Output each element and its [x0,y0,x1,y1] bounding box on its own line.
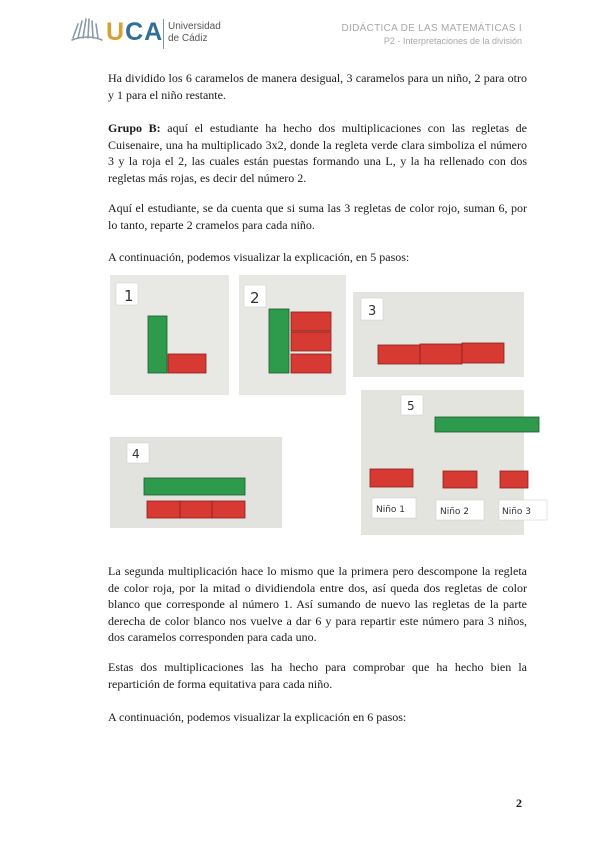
paragraph-6: Estas dos multiplicaciones las ha hecho para comprobar que ha hecho bien la repartición de forma equitativa para cada niño. [108,660,527,691]
paragraph-3: Aquí el estudiante, se da cuenta que si suma las 3 regletas de color rojo, suman 6, por lo tanto, reparte 2 cramelos para cada niño. [108,201,527,232]
logo-divider [163,19,164,49]
logo-u: U [106,18,126,46]
group-b-text: aquí el estudiante ha hecho dos multiplicaciones con las regletas de Cuisenaire, una ha multiplicado 3x2, donde la regleta verde clara simboliza el número 3 y la roja el 2, las cuales están puestas formando una L, y la ha rellenado con dos regletas más rojas, es decir del número 2. [108,121,527,185]
step-2-label: 2 [250,289,260,307]
step-1-label: 1 [124,287,134,305]
university-line-2: de Cádiz [168,33,208,44]
paragraph-1: Ha dividido los 6 caramelos de manera desigual, 3 caramelos para un niño, 2 para otro y 1 para el niño restante. [108,71,527,102]
paragraph-5: La segunda multiplicación hace lo mismo que la primera pero descompone la regleta de color roja, por la mitad o dividiendola entre dos, así queda dos regletas de color blanco que corresponde al número 1. Así sumando de nuevo las regletas de la parte derecha de color blanco nos vuelve a dar 6 y para repartir este número para 3 niños, dos caramelos corresponden para cada uno. [108,564,527,644]
paragraph-group-b [108,120,527,186]
photo-step-5 [361,390,532,535]
uca-emblem-icon [70,16,104,44]
photo-step-1 [110,275,229,395]
course-title: DIDÁCTICA DE LAS MATEMÁTICAS I [341,23,522,34]
university-name [168,21,221,45]
university-line-1: Universidad [168,21,221,32]
step-3-label: 3 [368,304,377,319]
course-subtitle: P2 - Interpretaciones de la división [383,36,522,46]
photo-step-4 [110,437,282,528]
logo-ca: CA [125,18,164,46]
page-header [0,0,600,70]
photo-step-3 [353,292,524,377]
group-b-label: Grupo B: [108,121,161,135]
step-5-label: 5 [407,399,415,413]
page-number: 2 [516,796,522,810]
child-3-label: Niño 3 [502,507,532,517]
photo-step-2 [239,275,346,395]
child-1-label: Niño 1 [376,505,406,515]
uca-logo [106,18,163,46]
paragraph-4: A continuación, podemos visualizar la explicación, en 5 pasos: [108,250,410,264]
paragraph-7: A continuación, podemos visualizar la explicación en 6 pasos: [108,710,407,724]
child-2-label: Niño 2 [440,507,470,517]
course-info [341,23,522,47]
step-4-label: 4 [132,447,140,461]
